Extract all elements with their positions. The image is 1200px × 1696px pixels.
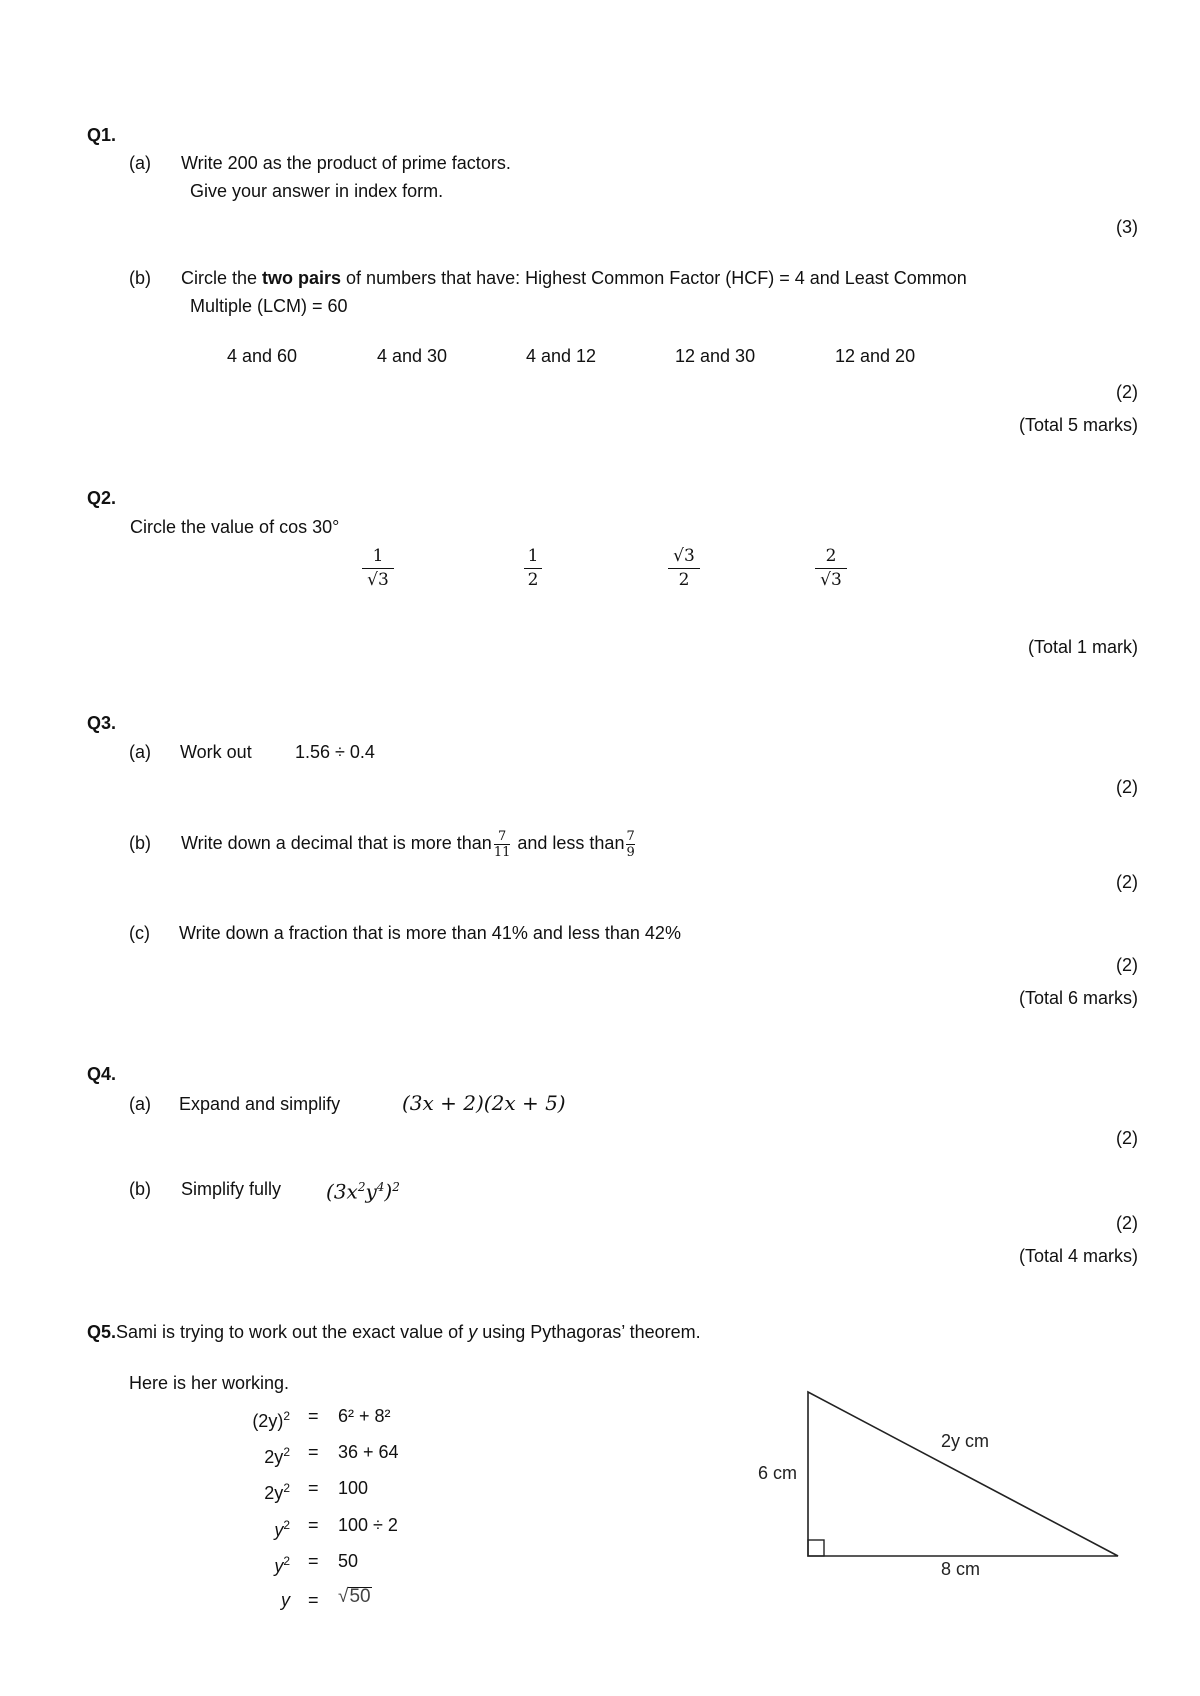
q4a-marks: (2) [1116,1128,1138,1148]
q1b-option[interactable]: 4 and 60 [227,346,298,366]
q1b-text-line2: Multiple (LCM) = 60 [190,296,348,316]
right-angle-marker [808,1540,824,1556]
q5-intro: Here is her working. [129,1373,290,1393]
q4a-letter: (a) [129,1094,151,1114]
q3b-marks: (2) [1116,872,1138,892]
q4b-expression: $(3x^2y^4)^2$ [326,1179,400,1204]
q3a-letter: (a) [129,742,151,762]
side-label-8cm: 8 cm [941,1559,981,1579]
working-lhs: $2y^2$ [264,1481,290,1503]
q1b-option[interactable]: 4 and 12 [526,346,597,366]
working-equals: = [308,1478,319,1498]
working-sqrt-50: √50 [338,1586,371,1607]
working-lhs: $y^2$ [274,1518,290,1540]
q3b-text: Write down a decimal that is more than $\frac{7}{11}$ and less than $\frac{7}{9}$ [181,828,635,860]
q1b-text-line1: Circle the two pairs of numbers that have: Highest Common Factor (HCF) = 4 and Least Common [181,268,967,288]
hypotenuse-label: 2y cm [941,1431,990,1451]
q1b-letter: (b) [129,268,151,288]
q1b-marks: (2) [1116,382,1138,402]
fraction-7-11: $\frac{7}{11}$ [493,828,511,860]
q2-label: Q2. [87,488,117,508]
q5-statement: Q5.Sami is trying to work out the exact value of y using Pythagoras’ theorem. [87,1322,701,1342]
side-label-6cm: 6 cm [758,1463,798,1483]
working-rhs: 100 ÷ 2 [338,1515,398,1535]
q4-label: Q4. [87,1064,117,1084]
working-equals: = [308,1406,319,1426]
right-triangle [808,1392,1118,1556]
q2-total: (Total 1 mark) [1027,637,1138,657]
working-equals: = [308,1590,319,1610]
q1a-text-line2: Give your answer in index form. [190,181,444,201]
q3c-text: Write down a fraction that is more than 41% and less than 42% [179,923,681,943]
triangle-diagram [740,1380,1140,1590]
working-equals: = [308,1515,319,1535]
q3c-letter: (c) [129,923,150,943]
q2-prompt: Circle the value of cos 30° [130,517,340,537]
q1a-letter: (a) [129,153,151,173]
q2-option[interactable]: 1 √3 [362,546,394,590]
q1b-option[interactable]: 12 and 30 [675,346,756,366]
q1-total: (Total 5 marks) [1018,415,1138,435]
working-rhs: 6² + 8² [338,1406,391,1426]
q4b-letter: (b) [129,1179,151,1199]
q4b-text: Simplify fully [181,1179,282,1199]
q3b-letter: (b) [129,833,151,853]
fraction-7-9: $\frac{7}{9}$ [626,828,635,860]
q3a-expression: 1.56 ÷ 0.4 [295,742,375,762]
q2-option[interactable]: 1 2 [524,546,542,590]
working-rhs: 36 + 64 [338,1442,399,1462]
q4a-text: Expand and simplify [179,1094,341,1114]
q1-label: Q1. [87,125,117,145]
q3-label: Q3. [87,713,117,733]
q4-total: (Total 4 marks) [1018,1246,1138,1266]
working-lhs: $(2y)^2$ [252,1409,290,1431]
working-equals: = [308,1442,319,1462]
working-lhs: $2y^2$ [264,1445,290,1467]
q2-option[interactable]: 2 √3 [815,546,847,590]
q3c-marks: (2) [1116,955,1138,975]
q2-option[interactable]: √3 2 [668,546,700,590]
q1a-marks: (3) [1116,217,1138,237]
q3a-marks: (2) [1116,777,1138,797]
working-rhs: 50 [338,1551,359,1571]
q4a-expression: (3x + 2)(2x + 5) [402,1091,566,1115]
working-rhs: 100 [338,1478,369,1498]
q1b-option[interactable]: 4 and 30 [377,346,448,366]
q3-total: (Total 6 marks) [1018,988,1138,1008]
working-equals: = [308,1551,319,1571]
q3a-text: Work out [180,742,252,762]
working-lhs: $y^2$ [274,1554,290,1576]
working-lhs: y [281,1590,290,1610]
q1a-text-line1: Write 200 as the product of prime factors. [181,153,511,173]
q1b-option[interactable]: 12 and 20 [835,346,916,366]
q4b-marks: (2) [1116,1213,1138,1233]
